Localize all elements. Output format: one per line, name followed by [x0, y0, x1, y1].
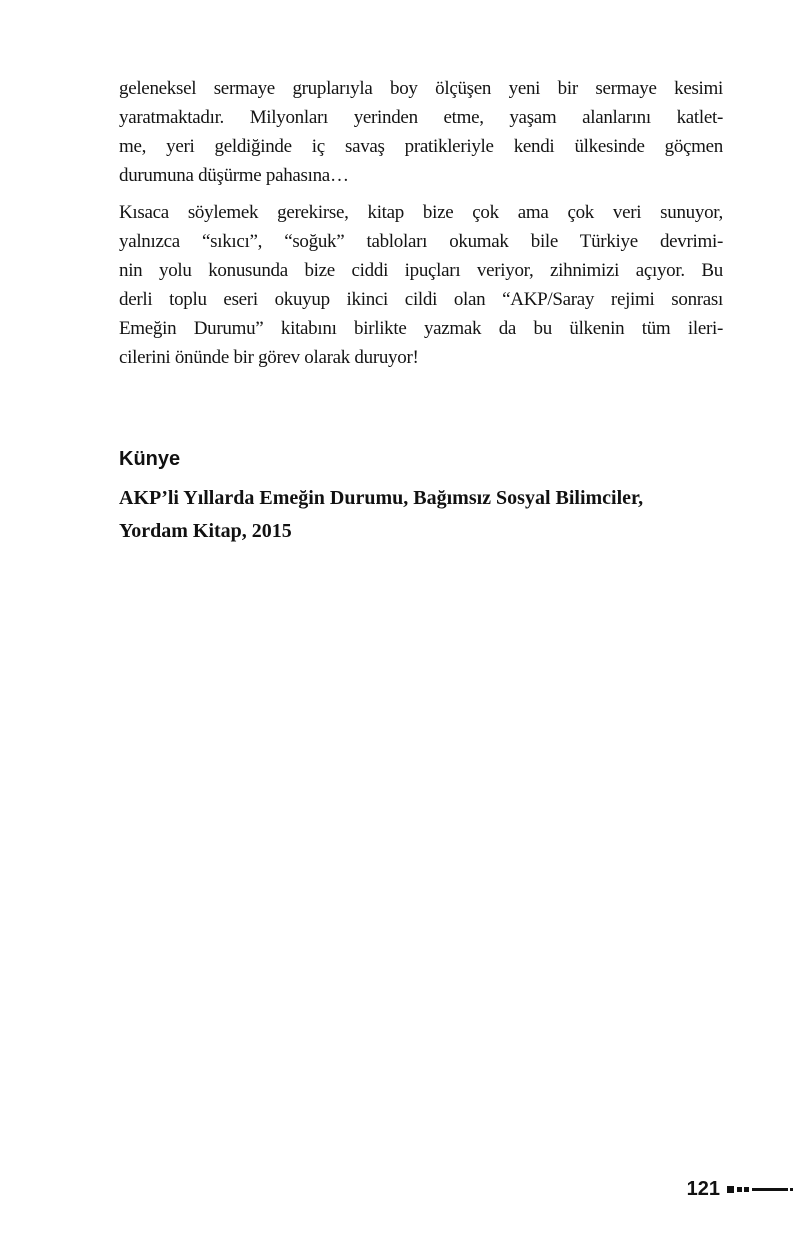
text-line: Kısaca söylemek gerekirse, kitap bize çok ama çok veri sunuyor, [119, 202, 723, 223]
paragraph-1 [119, 74, 723, 190]
text-line: AKP’li Yıllarda Emeğin Durumu, Bağımsız Sosyal Bilimciler, [119, 487, 644, 509]
text-block [119, 74, 723, 548]
text-line: yalnızca “sıkıcı”, “soğuk” tabloları okumak bile Türkiye devrimi- [119, 231, 723, 252]
ornament-square-large [727, 1186, 734, 1193]
text-line: me, yeri geldiğinde iç savaş pratikleriyle kendi ülkesinde göçmen [119, 136, 723, 157]
page-number: 121 [686, 1178, 720, 1200]
text-line: cilerini önünde bir görev olarak duruyor! [119, 347, 419, 368]
book-citation [119, 482, 723, 548]
text-line: Yordam Kitap, 2015 [119, 520, 292, 542]
page-footer [687, 1178, 793, 1200]
ornament-square-small-1 [737, 1187, 742, 1192]
ornament-dot [790, 1188, 793, 1191]
text-line: durumuna düşürme pahasına… [119, 165, 349, 186]
paragraph-2 [119, 198, 723, 372]
text-line: geleneksel sermaye gruplarıyla boy ölçüşen yeni bir sermaye kesimi [119, 78, 723, 99]
ornament-rule [752, 1188, 788, 1191]
kunye-heading: Künye [119, 448, 181, 470]
text-line: nin yolu konusunda bize ciddi ipuçları veriyor, zihnimizi açıyor. Bu [119, 260, 723, 281]
text-line: Emeğin Durumu” kitabını birlikte yazmak da bu ülkenin tüm ileri- [119, 318, 723, 339]
text-line: derli toplu eseri okuyup ikinci cildi olan “AKP/Saray rejimi sonrası [119, 289, 723, 310]
text-line: yaratmaktadır. Milyonları yerinden etme, yaşam alanlarını katlet- [119, 107, 723, 128]
ornament-square-small-2 [744, 1187, 749, 1192]
footer-ornament-icon [727, 1186, 793, 1193]
